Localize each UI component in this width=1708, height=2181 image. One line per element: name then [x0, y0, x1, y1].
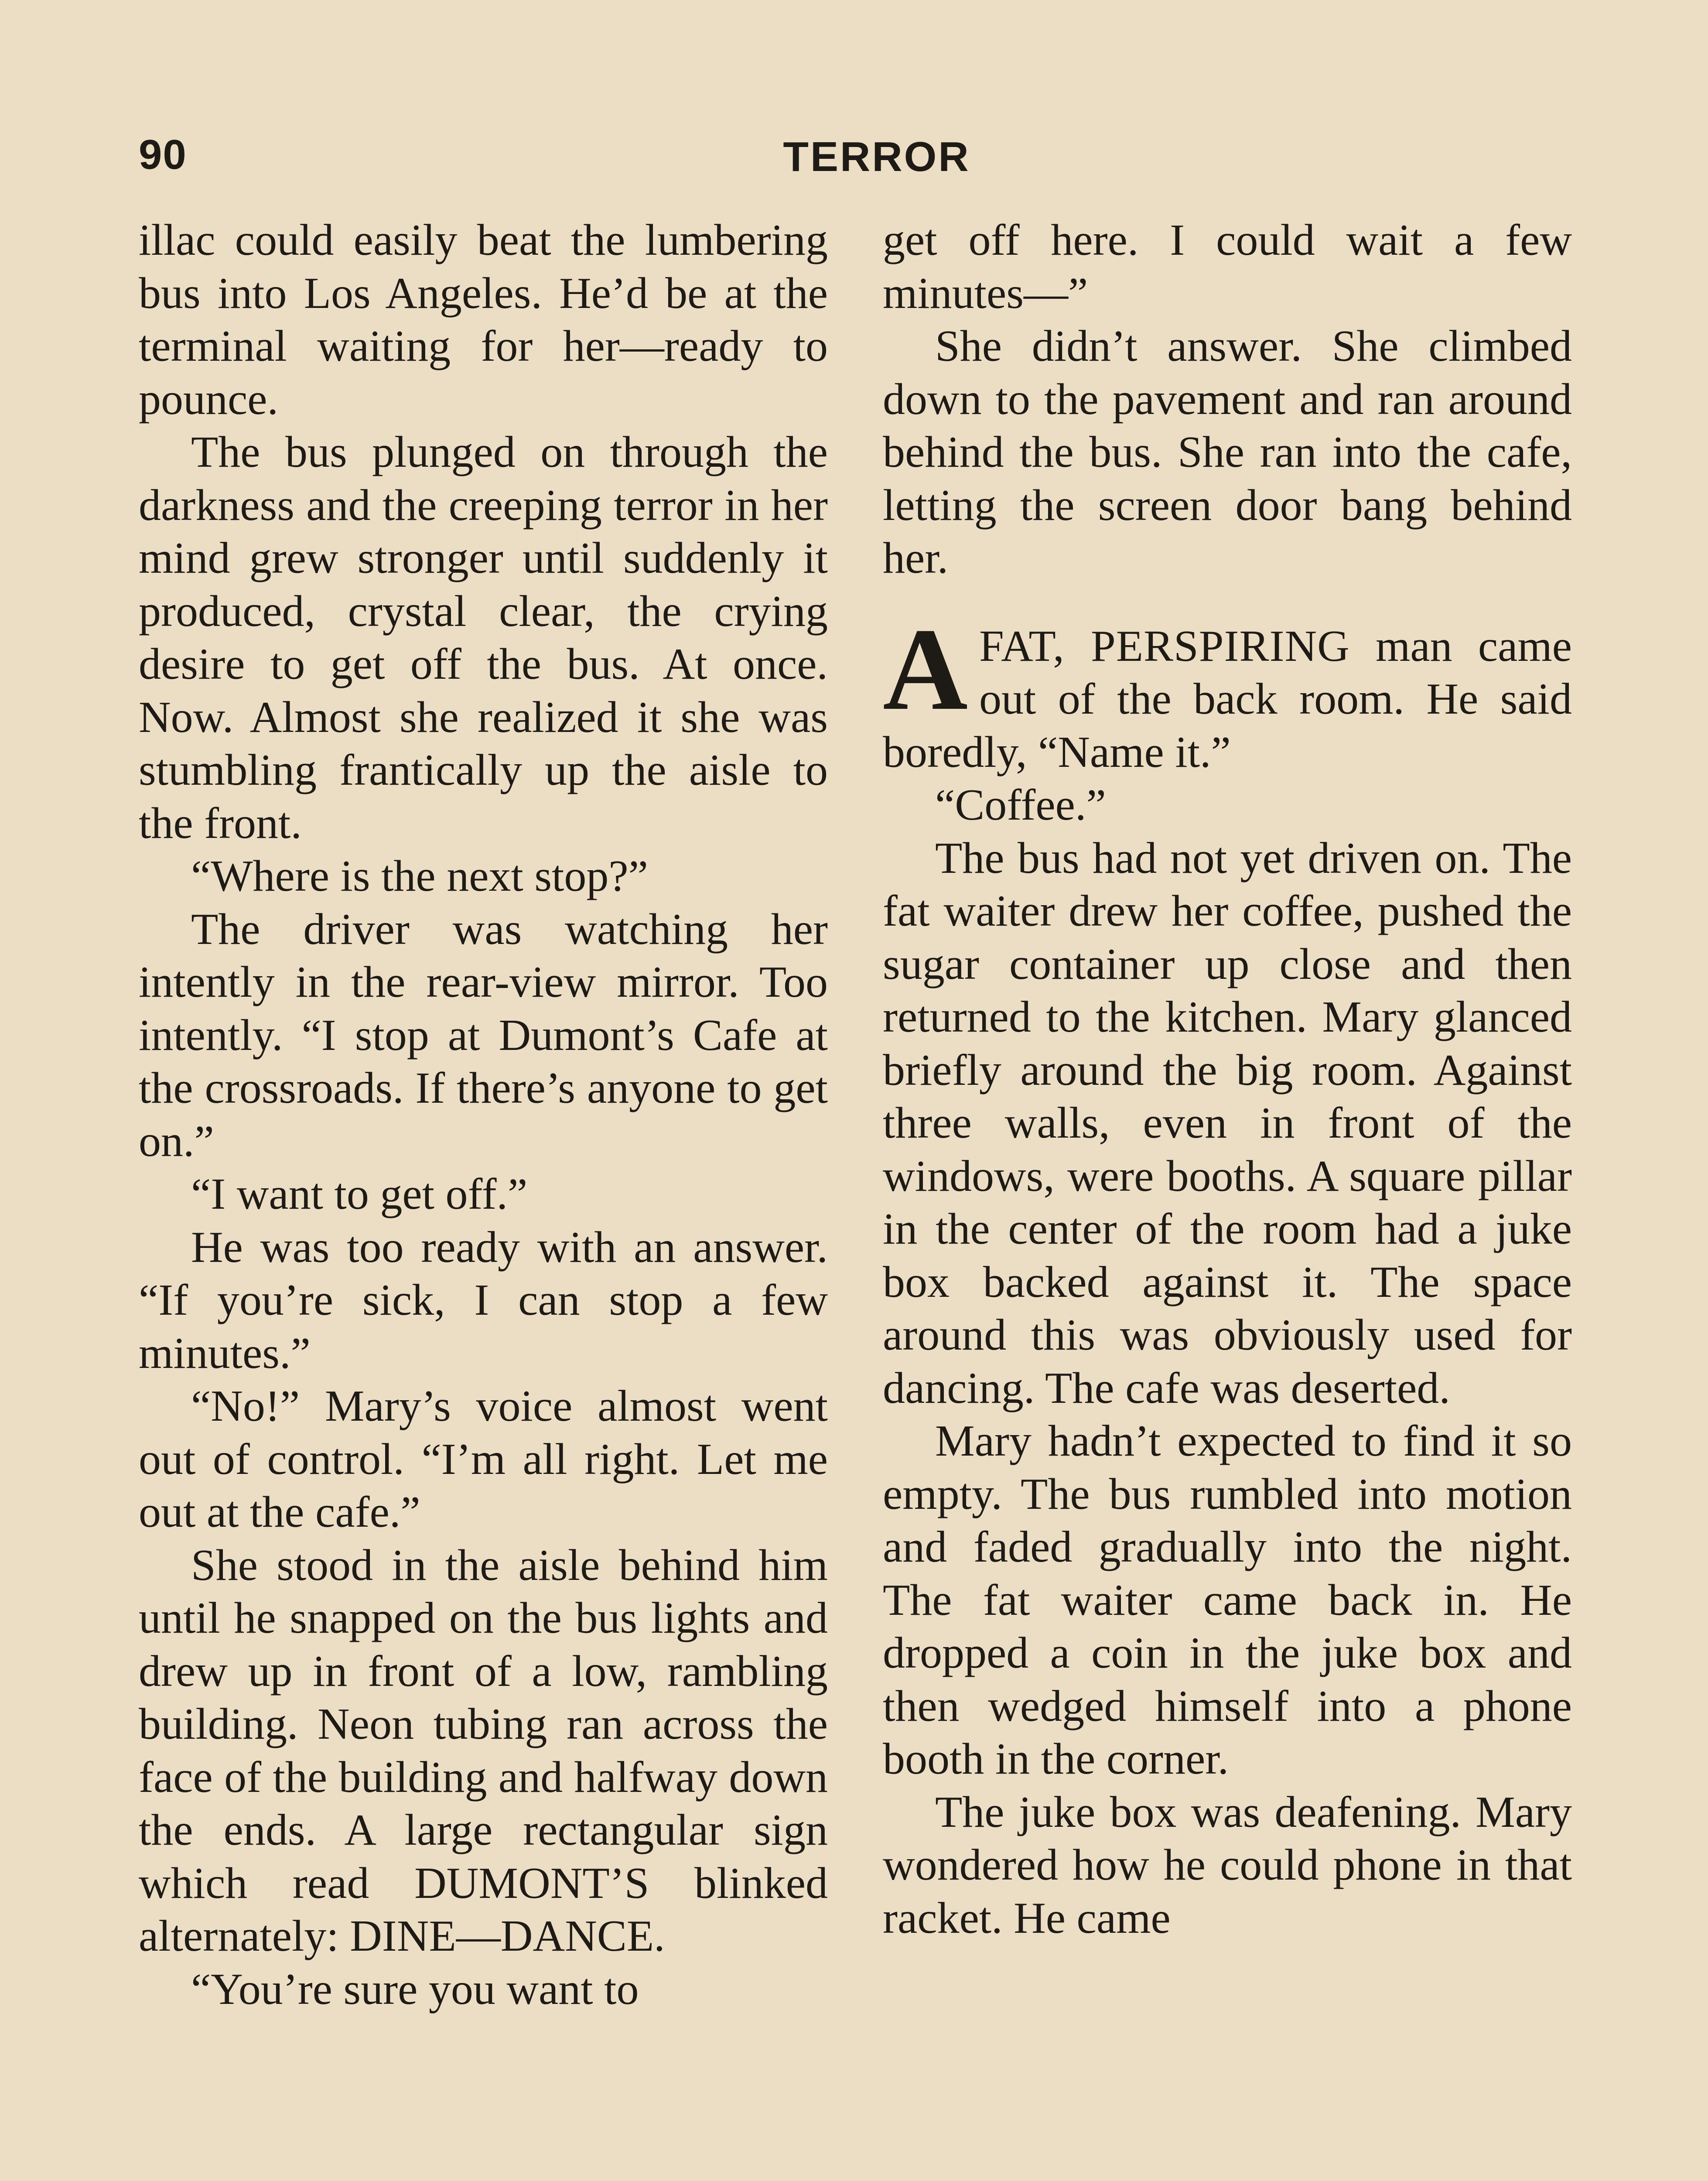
- paragraph: The bus had not yet driven on. The fat waiter drew her coffee, pushed the sugar container up close and then returned to the kitchen. Mary glanced briefly around the big room. Against three walls, even in front of the windows, were booths. A square pillar in the center of the room had a juke box backed against it. The space around this was obviously used for dancing. The cafe was deserted.: [883, 833, 1572, 1413]
- paragraph: He was too ready with an answer. “If you’re sick, I can stop a few minutes.”: [139, 1222, 828, 1378]
- running-head: TERROR: [783, 133, 970, 180]
- paragraph: She didn’t answer. She climbed down to the pavement and ran around behind the bus. She ran into the cafe, letting the screen door bang behind her.: [883, 321, 1572, 583]
- paragraph: The driver was watching her intently in the rear-view mirror. Too intently. “I stop at Dumont’s Cafe at the crossroads. If there’s anyone to get on.”: [139, 904, 828, 1166]
- paragraph: She stood in the aisle behind him until he snapped on the bus lights and drew up in front of a low, rambling building. Neon tubing ran across the face of the building and halfway down the ends. A large rectangular sign which read DUMONT’S blinked alternately: DINE—DANCE.: [139, 1540, 828, 1961]
- paragraph: illac could easily beat the lumbering bus into Los Angeles. He’d be at the terminal waiting for her—ready to pounce.: [139, 215, 828, 424]
- lead-in: FAT, PERSPIRING: [979, 621, 1350, 671]
- paragraph: “No!” Mary’s voice almost went out of control. “I’m all right. Let me out at the cafe.”: [139, 1381, 828, 1537]
- left-column: [139, 214, 828, 2181]
- paragraph: The juke box was deafening. Mary wondered how he could phone in that racket. He came: [883, 1787, 1572, 1943]
- paragraph: “Where is the next stop?”: [191, 851, 648, 901]
- paragraph: “You’re sure you want to: [191, 1964, 639, 2014]
- lead-rest: man came out of the back room. He said boredly, “Name it.”: [883, 621, 1572, 777]
- paragraph: get off here. I could wait a few minutes—”: [883, 215, 1572, 318]
- section-break: [883, 585, 1572, 620]
- right-column: [883, 214, 1572, 2181]
- paragraph: The bus plunged on through the darkness and the creeping terror in her mind grew stronger until suddenly it produced, crystal clear, the crying desire to get off the bus. At once. Now. Almost she realized it she was stumbling frantically up the aisle to the front.: [139, 427, 828, 848]
- page-number: 90: [139, 131, 187, 178]
- paragraph: “I want to get off.”: [191, 1169, 528, 1219]
- paragraph: Mary hadn’t expected to find it so empty. The bus rumbled into motion and faded gradually into the night. The fat waiter came back in. He dropped a coin in the juke box and then wedged himself into a phone booth in the corner.: [883, 1416, 1572, 1784]
- drop-cap: A: [883, 604, 968, 735]
- paragraph: “Coffee.”: [935, 780, 1106, 830]
- section-opening-paragraph: [883, 604, 1572, 779]
